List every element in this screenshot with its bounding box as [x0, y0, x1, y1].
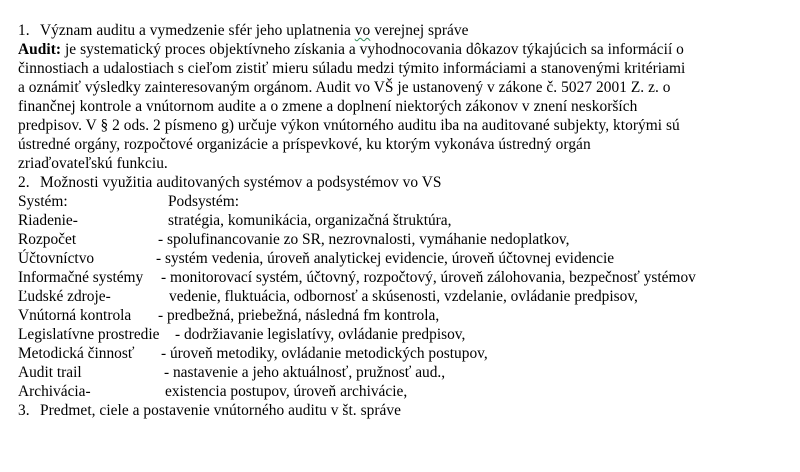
- paragraph-line-7: zriaďovateľskú funkciu.: [18, 155, 168, 172]
- subsystem-description: existencia postupov, úroveň archivácie,: [165, 383, 408, 400]
- paragraph-line-4: finančnej kontrole a vnútornom audite a o zmene a doplnení niektorých zákonov v znení neskorších: [18, 98, 638, 115]
- section-1-title-end: verejnej správe: [370, 22, 469, 39]
- section-1-number: 1.: [18, 22, 30, 39]
- section-2-title: Možnosti využitia auditovaných systémov a podsystémov vo VS: [40, 174, 442, 191]
- subsystem-description: - systém vedenia, úroveň analytickej evidencie, úroveň účtovnej evidencie: [156, 250, 615, 267]
- section-3-heading: [18, 401, 401, 420]
- spellcheck-word: vo: [354, 22, 371, 39]
- subsystem-description: stratégia, komunikácia, organizačná štruktúra,: [168, 212, 452, 229]
- system-label: Audit trail: [18, 364, 82, 381]
- audit-term: Audit:: [18, 41, 62, 58]
- systems-table-row: [18, 382, 798, 401]
- subsystem-description: vedenie, fluktuácia, odbornosť a skúsenosti, vzdelanie, ovládanie predpisov,: [169, 288, 638, 305]
- paragraph-line-2: činnostiach a udalostiach s cieľom zistiť mieru súladu medzi týmito informáciami a stanovenými kritériami: [18, 60, 686, 77]
- systems-table-row: [18, 211, 798, 230]
- systems-table-row: [18, 344, 798, 363]
- system-column-header: Systém:: [18, 193, 68, 210]
- system-label: Ľudské zdroje-: [18, 288, 111, 305]
- section-2-number: 2.: [18, 174, 30, 191]
- subsystem-description: - monitorovací systém, účtovný, rozpočtový, úroveň zálohovania, bezpečnosť ystémov: [161, 269, 696, 286]
- paragraph-line-5: predpisov. V § 2 ods. 2 písmeno g) určuje výkon vnútorného auditu iba na auditované subjekty, ktorými sú: [18, 117, 680, 134]
- subsystem-column-header: Podsystém:: [168, 193, 239, 210]
- subsystem-description: - dodržiavanie legislatívy, ovládanie predpisov,: [175, 326, 466, 343]
- systems-table-row: [18, 363, 798, 382]
- systems-table-row: [18, 268, 798, 287]
- system-label: Legislatívne prostredie: [18, 326, 160, 343]
- subsystem-description: - predbežná, priebežná, následná fm kontrola,: [158, 307, 440, 324]
- paragraph-line-3: a oznámiť výsledky zainteresovaným orgánom. Audit vo VŠ je ustanovený v zákone č. 5027 2001 Z. z. o: [18, 79, 671, 96]
- systems-table-row: [18, 325, 798, 344]
- systems-table-row: [18, 287, 798, 306]
- system-label: Archivácia-: [18, 383, 91, 400]
- section-3-number: 3.: [18, 402, 30, 419]
- section-1-title-start: Význam auditu a vymedzenie sfér jeho uplatnenia: [40, 22, 355, 39]
- section-3-title: Predmet, ciele a postavenie vnútorného auditu v št. správe: [40, 402, 402, 419]
- systems-table-row: [18, 230, 798, 249]
- system-label: Informačné systémy: [18, 269, 144, 286]
- paragraph-line-6: ústredné orgány, rozpočtové organizácie a príspevkové, ku ktorým vykonáva ústredný orgán: [18, 136, 591, 153]
- subsystem-description: - úroveň metodiky, ovládanie metodických postupov,: [161, 345, 488, 362]
- system-label: Metodická činnosť: [18, 345, 135, 362]
- system-label: Riadenie-: [18, 212, 78, 229]
- section-1-heading: [18, 21, 469, 40]
- subsystem-description: - nastavenie a jeho aktuálnosť, pružnosť aud.,: [164, 364, 446, 381]
- system-label: Vnútorná kontrola: [18, 307, 132, 324]
- system-label: Rozpočet: [18, 231, 77, 248]
- subsystem-description: - spolufinancovanie zo SR, nezrovnalosti, vymáhanie nedoplatkov,: [158, 231, 570, 248]
- systems-table-row: [18, 306, 798, 325]
- section-2-heading: [18, 173, 442, 192]
- audit-definition-line-1: [18, 40, 684, 59]
- system-label: Účtovníctvo: [18, 250, 95, 267]
- systems-table-header: [18, 192, 798, 211]
- systems-table-row: [18, 249, 798, 268]
- paragraph-line-1: je systematický proces objektívneho získania a vyhodnocovania dôkazov týkajúcich sa informácií o: [61, 41, 684, 58]
